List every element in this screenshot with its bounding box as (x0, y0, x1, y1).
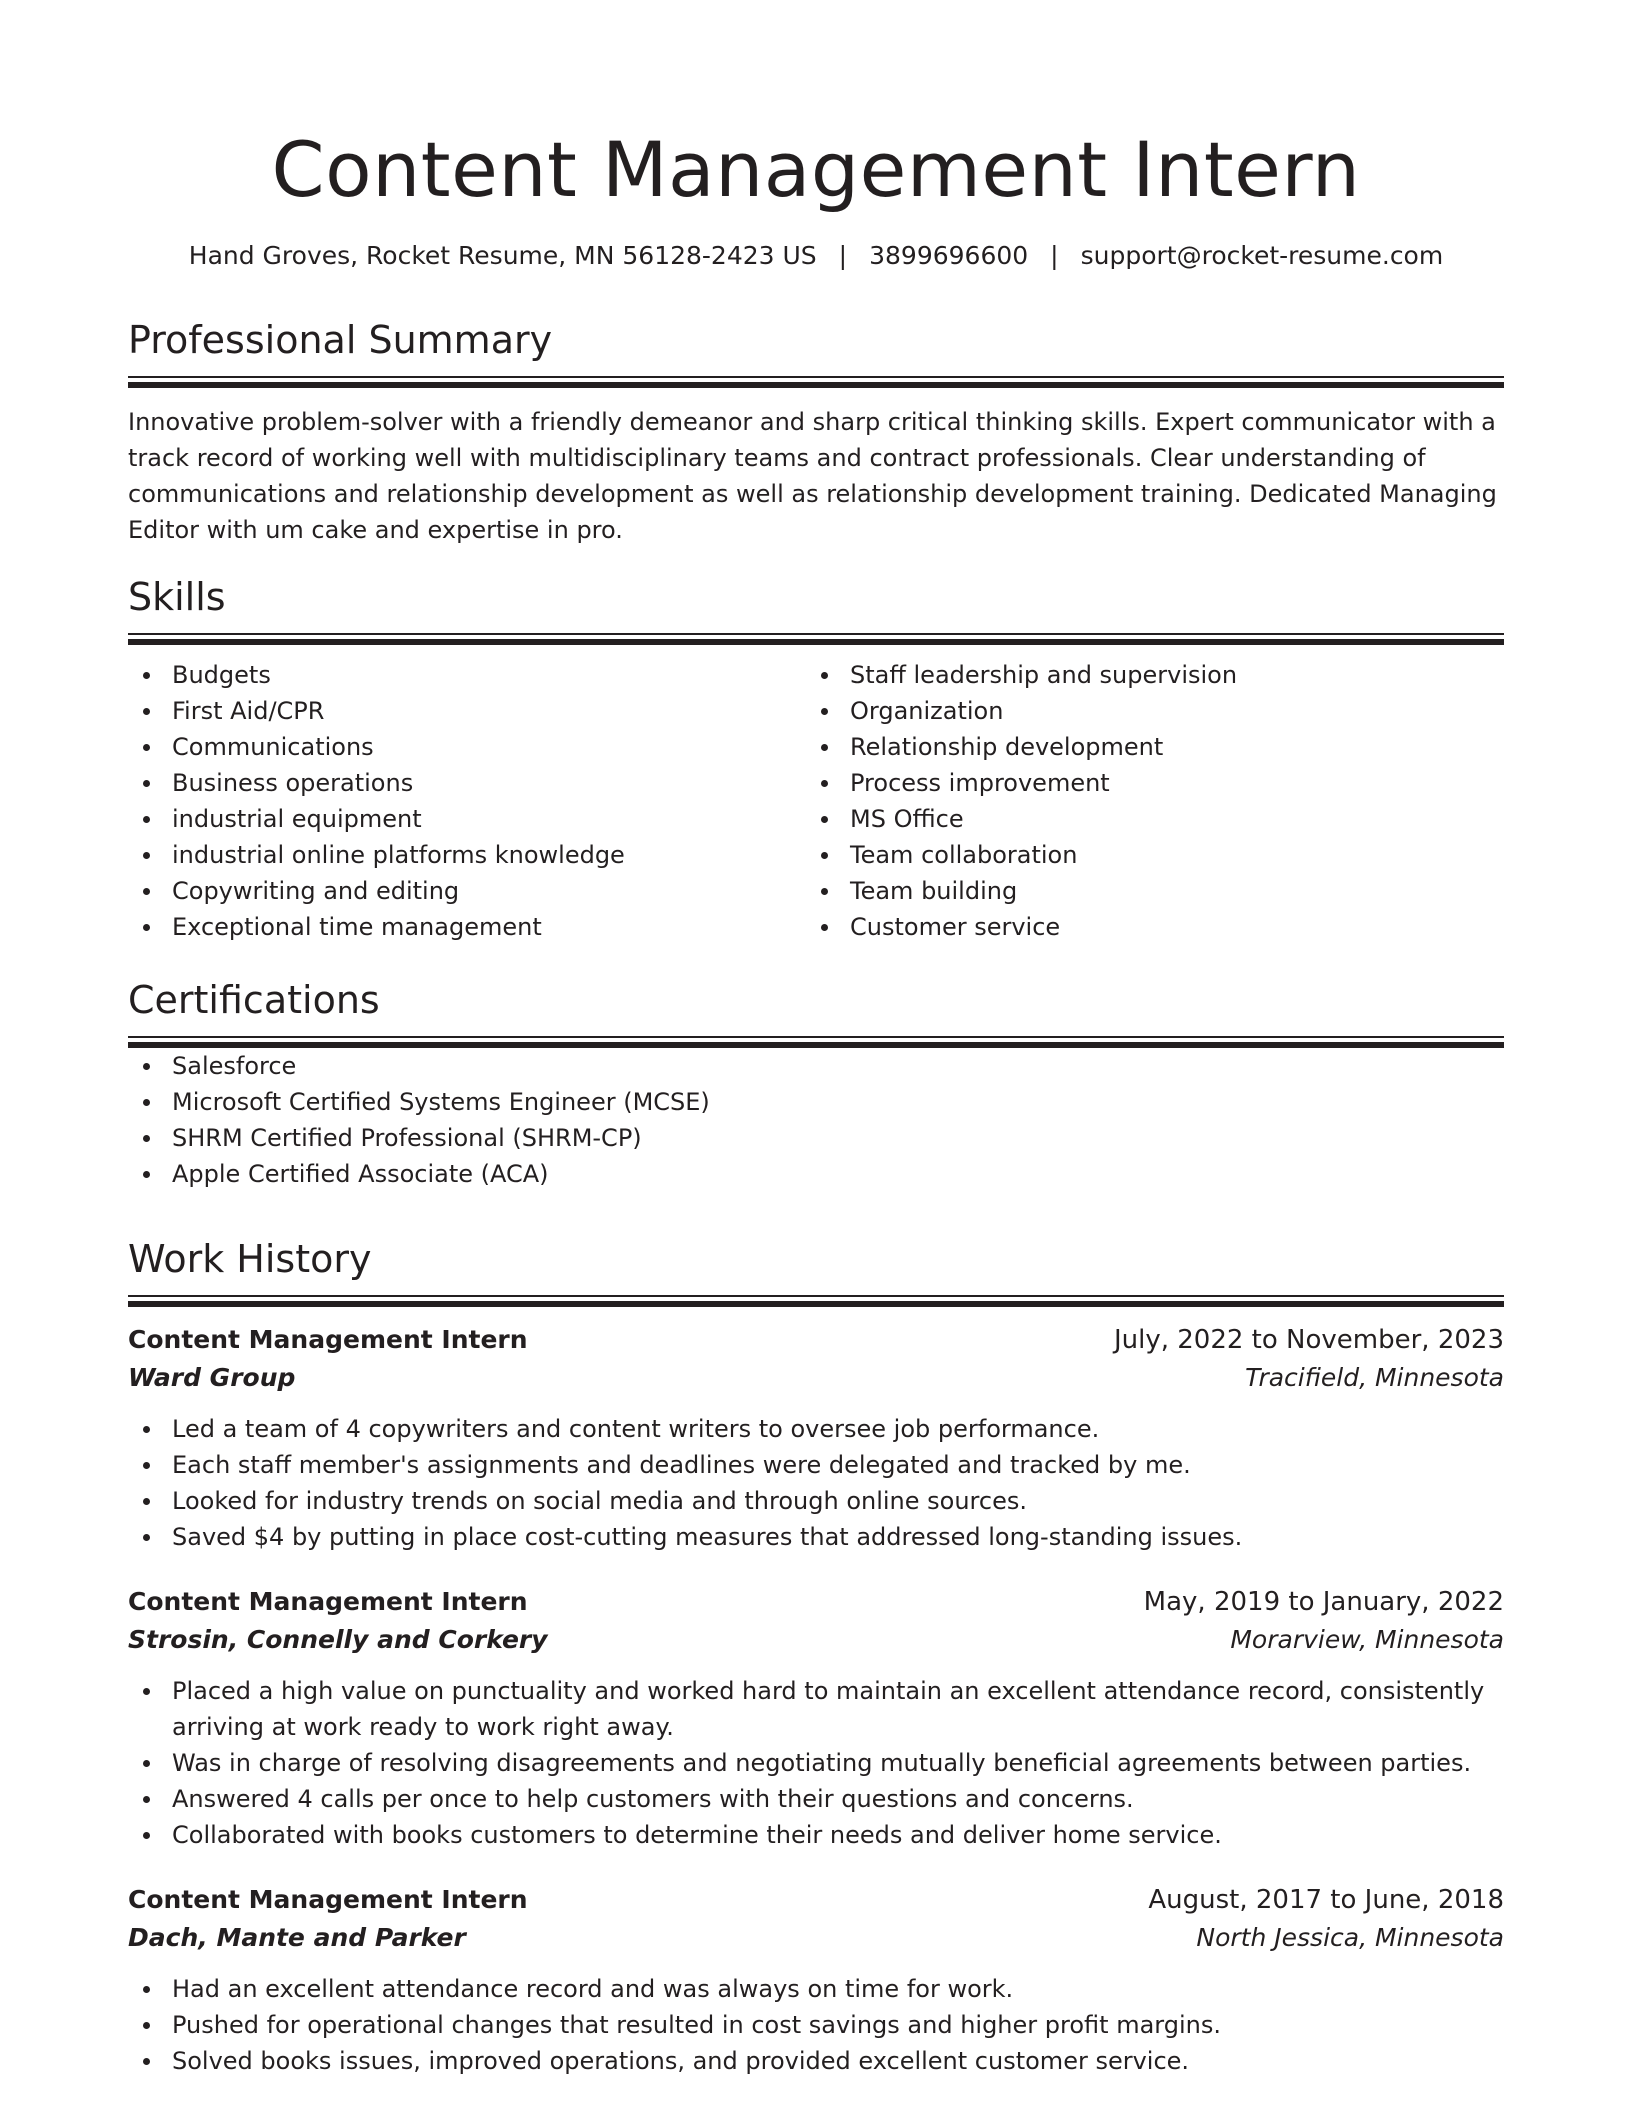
skills-list-left (128, 657, 806, 945)
skill-item: Communications (128, 729, 806, 765)
job-bullets (128, 1411, 1504, 1555)
work-history-section (128, 1235, 1504, 2079)
candidate-name: Content Management Intern (271, 125, 1361, 214)
job-bullet: Had an excellent attendance record and was always on time for work. (128, 1971, 1504, 2007)
certification-item: SHRM Certified Professional (SHRM-CP) (128, 1120, 1504, 1156)
job-entry (128, 1881, 1504, 2079)
skill-item: Exceptional time management (128, 909, 806, 945)
job-bullet: Each staff member's assignments and deadlines were delegated and tracked by me. (128, 1447, 1504, 1483)
skill-item: Copywriting and editing (128, 873, 806, 909)
section-divider (128, 1295, 1504, 1307)
section-title: Work History (128, 1237, 372, 1281)
contact-separator: | (1050, 241, 1059, 270)
job-bullets (128, 1971, 1504, 2079)
job-location: Tracifield, Minnesota (1245, 1363, 1504, 1392)
job-title: Content Management Intern (128, 1885, 528, 1914)
summary-text: Innovative problem-solver with a friendly demeanor and sharp critical thinking skills. Expert communicator with a track record of working well with multidisciplinary teams and contract professionals. Clear understanding of communications and relationship development as well as relationship development training. Dedicated Managing Editor with um cake and expertise in pro. (128, 408, 1497, 544)
skills-list-right (806, 657, 1484, 945)
section-title: Professional Summary (128, 318, 553, 362)
job-entry (128, 1321, 1504, 1555)
skill-item: Relationship development (806, 729, 1484, 765)
contact-address: Hand Groves, Rocket Resume, MN 56128-2423 US (188, 241, 817, 270)
skills-column-right (806, 657, 1484, 945)
skill-item: Staff leadership and supervision (806, 657, 1484, 693)
job-bullet: Collaborated with books customers to determine their needs and deliver home service. (128, 1817, 1504, 1853)
skills-columns (128, 657, 1504, 945)
job-title: Content Management Intern (128, 1325, 528, 1354)
skill-item: Budgets (128, 657, 806, 693)
job-dates: August, 2017 to June, 2018 (1148, 1885, 1504, 1915)
job-bullet: Looked for industry trends on social media and through online sources. (128, 1483, 1504, 1519)
section-title: Skills (128, 575, 226, 619)
contact-line (128, 239, 1504, 273)
skill-item: Team collaboration (806, 837, 1484, 873)
certification-item: Salesforce (128, 1048, 1504, 1084)
job-bullet: Solved books issues, improved operations, and provided excellent customer service. (128, 2043, 1504, 2079)
job-dates: July, 2022 to November, 2023 (1113, 1325, 1504, 1355)
section-divider (128, 376, 1504, 388)
job-entry (128, 1583, 1504, 1853)
contact-email[interactable]: support@rocket-resume.com (1080, 241, 1444, 270)
certification-item: Apple Certified Associate (ACA) (128, 1156, 1504, 1192)
job-title: Content Management Intern (128, 1587, 528, 1616)
job-location: Morarview, Minnesota (1230, 1625, 1504, 1654)
job-company: Ward Group (128, 1363, 296, 1392)
section-title: Certifications (128, 978, 380, 1022)
skill-item: Team building (806, 873, 1484, 909)
certifications-section (128, 976, 1504, 1192)
job-bullet: Answered 4 calls per once to help customers with their questions and concerns. (128, 1781, 1504, 1817)
job-dates: May, 2019 to January, 2022 (1143, 1587, 1504, 1617)
summary-section (128, 316, 1504, 548)
contact-phone: 3899696600 (869, 241, 1029, 270)
skill-item: Business operations (128, 765, 806, 801)
certifications-list (128, 1048, 1504, 1192)
skills-column-left (128, 657, 806, 945)
skill-item: industrial equipment (128, 801, 806, 837)
skill-item: Organization (806, 693, 1484, 729)
skill-item: MS Office (806, 801, 1484, 837)
job-bullet: Placed a high value on punctuality and worked hard to maintain an excellent attendance record, consistently arriving at work ready to work right away. (128, 1673, 1504, 1745)
skill-item: First Aid/CPR (128, 693, 806, 729)
skill-item: industrial online platforms knowledge (128, 837, 806, 873)
job-company: Dach, Mante and Parker (128, 1923, 466, 1952)
job-bullet: Led a team of 4 copywriters and content writers to oversee job performance. (128, 1411, 1504, 1447)
job-bullets (128, 1673, 1504, 1853)
job-location: North Jessica, Minnesota (1196, 1923, 1504, 1952)
job-bullet: Pushed for operational changes that resulted in cost savings and higher profit margins. (128, 2007, 1504, 2043)
contact-separator: | (838, 241, 848, 270)
skill-item: Process improvement (806, 765, 1484, 801)
certification-item: Microsoft Certified Systems Engineer (MCSE) (128, 1084, 1504, 1120)
job-company: Strosin, Connelly and Corkery (128, 1625, 548, 1654)
skills-section (128, 573, 1504, 945)
skill-item: Customer service (806, 909, 1484, 945)
job-bullet: Saved $4 by putting in place cost-cutting measures that addressed long-standing issues. (128, 1519, 1504, 1555)
section-divider (128, 1036, 1504, 1048)
section-divider (128, 633, 1504, 645)
job-bullet: Was in charge of resolving disagreements and negotiating mutually beneficial agreements between parties. (128, 1745, 1504, 1781)
